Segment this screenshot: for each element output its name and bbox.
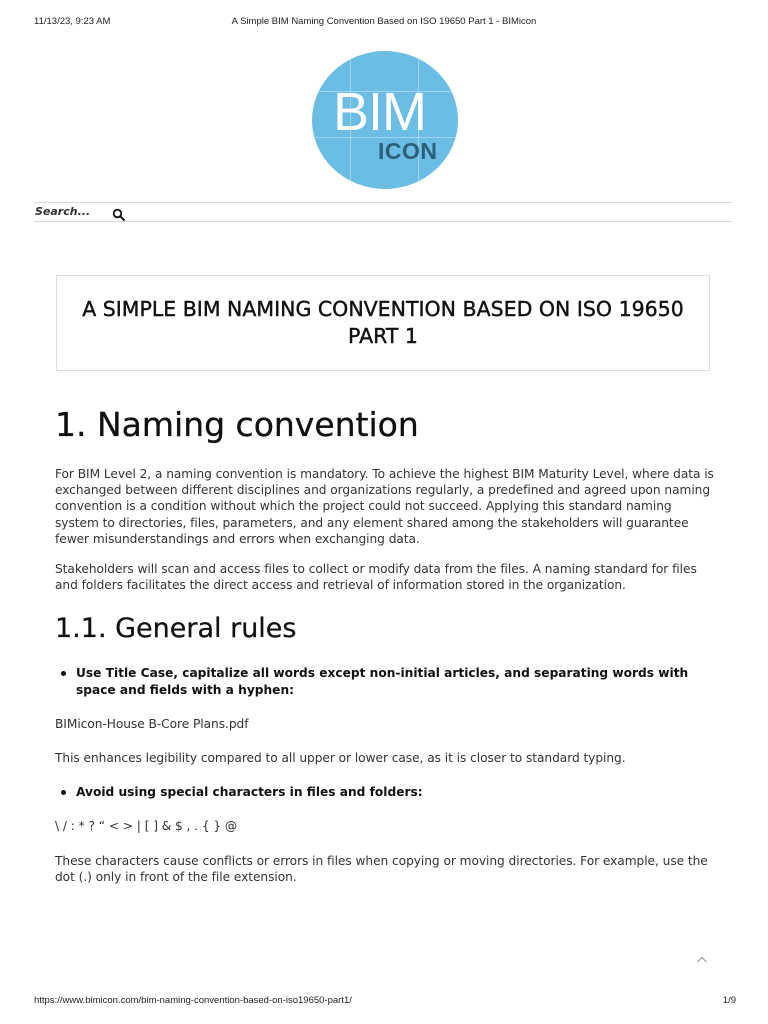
article-title-box [56, 275, 710, 371]
article-title: A SIMPLE BIM NAMING CONVENTION BASED ON ISO 19650 PART 1 [82, 297, 684, 348]
bullet-dot [61, 671, 66, 676]
example-filename: BIMicon-House B-Core Plans.pdf [55, 716, 249, 731]
section-heading-naming-convention: 1. Naming convention [55, 405, 419, 444]
chevron-up-icon[interactable] [696, 955, 708, 965]
search-bar[interactable] [34, 202, 732, 222]
print-page-title: A Simple BIM Naming Convention Based on ISO 19650 Part 1 - BIMicon [231, 16, 537, 27]
bullet-text: Avoid using special characters in files and folders: [76, 785, 423, 800]
special-characters-list: \ / : * ? “ < > | [ ] & $ , . { } @ [55, 819, 238, 834]
bimicon-logo[interactable] [312, 51, 458, 189]
bullet-dot [61, 790, 66, 795]
print-url: https://www.bimicon.com/bim-naming-convention-based-on-iso19650-part1/ [34, 995, 352, 1006]
paragraph-bim-level-2: For BIM Level 2, a naming convention is mandatory. To achieve the highest BIM Maturity Level, where data is exchanged between different disciplines and organizations regularly, a predefined and agreed upon naming convention is a condition without which the project could not succeed. Applying this standard naming system to directories, files, parameters, and any element shared among the stakeholders will guarantee fewer misunderstandings and errors when exchanging data. [55, 467, 714, 546]
bullet-text: Use Title Case, capitalize all words except non-initial articles, and separating words with space and fields with a hyphen: [76, 666, 689, 697]
print-footer [34, 995, 736, 1009]
logo-text-bim: BIM [333, 82, 427, 142]
section-heading-general-rules: 1.1. General rules [55, 613, 297, 645]
print-header [34, 16, 734, 30]
search-input[interactable]: Search... [35, 205, 91, 218]
list-item-special-characters [55, 784, 717, 800]
search-icon[interactable] [112, 208, 126, 222]
paragraph-legibility: This enhances legibility compared to all upper or lower case, as it is closer to standard typing. [55, 751, 626, 766]
paragraph-special-characters-note: These characters cause conflicts or errors in files when copying or moving directories. For example, use the dot (.) only in front of the file extension. [55, 853, 708, 884]
article-content [55, 400, 717, 885]
print-page-number: 1/9 [722, 995, 736, 1006]
logo-text-icon: ICON [378, 138, 438, 164]
paragraph-stakeholders: Stakeholders will scan and access files to collect or modify data from the files. A naming standard for files and folders facilitates the direct access and retrieval of information stored in the organization. [55, 562, 697, 593]
print-date: 11/13/23, 9:23 AM [34, 16, 111, 27]
list-item-title-case [55, 665, 717, 697]
